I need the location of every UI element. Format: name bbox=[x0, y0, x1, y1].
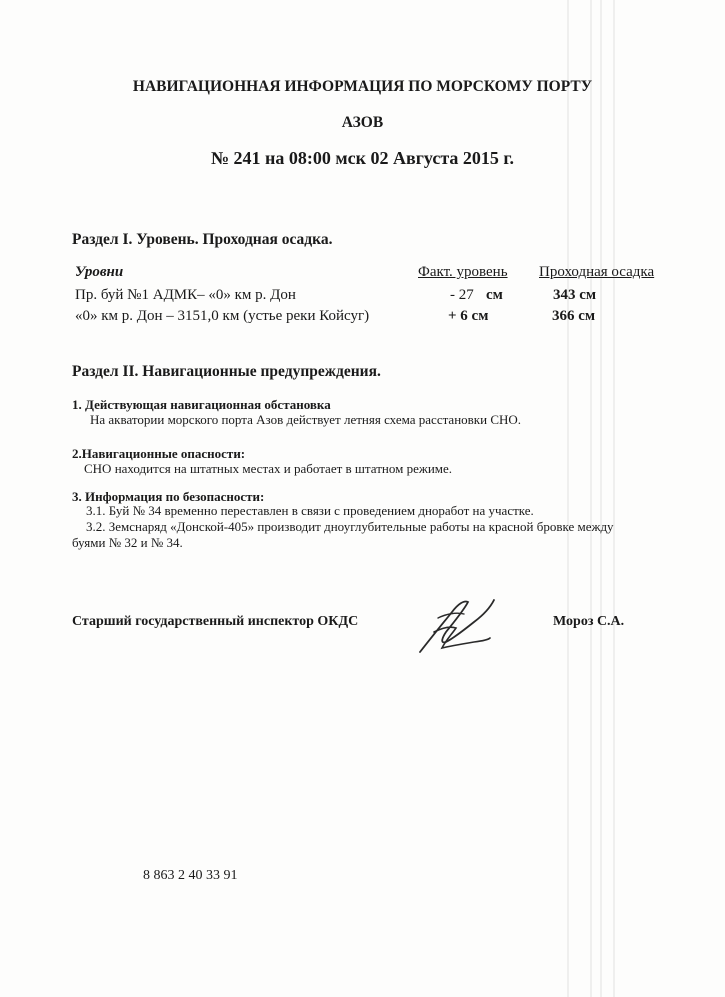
item2-text: СНО находится на штатных местах и работает в штатном режиме. bbox=[84, 461, 453, 476]
signature-icon bbox=[412, 592, 502, 658]
level-row-1-fact-unit: см bbox=[486, 287, 503, 303]
item3-heading: 3. Информация по безопасности: bbox=[72, 489, 265, 504]
item1-heading: 1. Действующая навигационная обстановка bbox=[72, 397, 331, 412]
item2-heading: 2.Навигационные опасности: bbox=[72, 446, 246, 461]
level-row-1-name: Пр. буй №1 АДМК– «0» км р. Дон bbox=[75, 287, 296, 303]
level-row-2-fact: + 6 см bbox=[448, 308, 489, 324]
col-draft-header: Проходная осадка bbox=[539, 264, 655, 280]
col-fact-header: Факт. уровень bbox=[418, 264, 508, 280]
level-row-1-fact: - 27 bbox=[450, 287, 474, 303]
level-row-1-draft: 343 см bbox=[553, 287, 597, 303]
item3-line2-cont: буями № 32 и № 34. bbox=[72, 535, 183, 550]
section1-heading: Раздел I. Уровень. Проходная осадка. bbox=[72, 231, 333, 248]
item3-line1: 3.1. Буй № 34 временно переставлен в связи с проведением дноработ на участке. bbox=[86, 503, 534, 518]
item3-line2: 3.2. Земснаряд «Донской-405» производит дноуглубительные работы на красной бровке между bbox=[86, 519, 614, 534]
issue-line: № 241 на 08:00 мск 02 Августа 2015 г. bbox=[210, 148, 515, 168]
level-row-2-name: «0» км р. Дон – 3151,0 км (устье реки Койсуг) bbox=[75, 308, 370, 324]
phone-number: 8 863 2 40 33 91 bbox=[143, 868, 238, 883]
level-row-2-draft: 366 см bbox=[552, 308, 596, 324]
section2-heading: Раздел II. Навигационные предупреждения. bbox=[72, 363, 381, 380]
item1-text: На акватории морского порта Азов действует летняя схема расстановки СНО. bbox=[90, 412, 522, 427]
port-name: АЗОВ bbox=[341, 114, 384, 131]
signatory-name: Мороз С.А. bbox=[553, 614, 625, 629]
col-levels-header: Уровни bbox=[75, 264, 124, 280]
signatory-position: Старший государственный инспектор ОКДС bbox=[72, 614, 359, 629]
document-title: НАВИГАЦИОННАЯ ИНФОРМАЦИЯ ПО МОРСКОМУ ПОРТУ bbox=[132, 78, 593, 95]
